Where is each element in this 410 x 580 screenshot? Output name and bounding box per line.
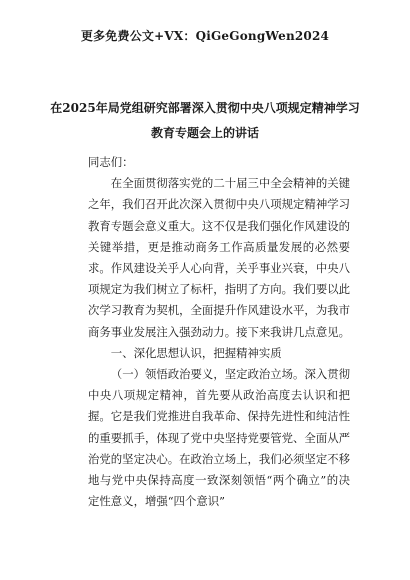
document-header: 更多免费公文+VX：QiGeGongWen2024 — [80, 29, 330, 43]
salutation: 同志们： — [88, 155, 134, 169]
subsection-paragraph: （一）领悟政治要义，坚定政治立场。深入贯彻中央八项规定精神，首先要从政治高度去认识和把握。它是我们党推进自我革命、保持先进性和纯洁性的重要抓手，体现了党中央坚持党要管党、全面从严治党的坚定决心。在政治立场上，我们必须坚定不移地与党中央保持高度一致深刻领悟“两个确立”的决定性意义，增强“四个意识” — [88, 367, 351, 509]
section-heading: 一、深化思想认识，把握精神实质 — [110, 345, 282, 360]
document-body — [88, 152, 350, 512]
intro-paragraph: 在全面贯彻落实党的二十届三中全会精神的关键之年，我们召开此次深入贯彻中央八项规定精神学习教育专题会意义重大。这不仅是我们强化作风建设的关键举措，更是推动商务工作高质量发展的必然要求。作风建设关乎人心向背，关乎事业兴衰，中央八项规定为我们树立了标杆，指明了方向。我们要以此次学习教育为契机，全面提升作风建设水平，为我市商务事业发展注入强劲动力。接下来我讲几点意见。 — [88, 176, 351, 339]
document-title-line-2: 教育专题会上的讲话 — [150, 126, 259, 140]
document-title-line-1: 在2025年局党组研究部署深入贯彻中央八项规定精神学习 — [50, 101, 360, 115]
